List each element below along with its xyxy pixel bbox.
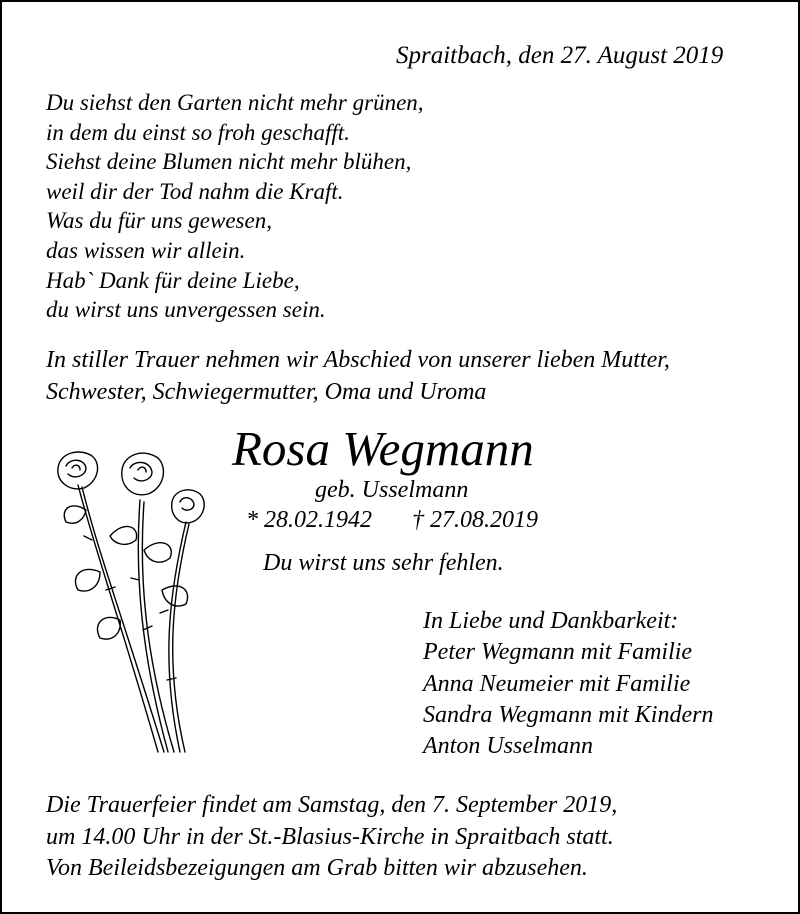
funeral-line: Von Beileidsbezeigungen am Grab bitten wir abzusehen. bbox=[46, 855, 588, 881]
funeral-info bbox=[46, 790, 617, 885]
intro-line: In stiller Trauer nehmen wir Abschied von unserer lieben Mutter, bbox=[46, 347, 670, 373]
poem-line: Siehst deine Blumen nicht mehr blühen, bbox=[46, 149, 412, 175]
birth-name: geb. Usselmann bbox=[315, 477, 469, 503]
poem-line: in dem du einst so froh geschafft. bbox=[46, 119, 350, 145]
deceased-name: Rosa Wegmann bbox=[232, 421, 534, 476]
poem-line: Du siehst den Garten nicht mehr grünen, bbox=[46, 90, 424, 115]
poem-line: weil dir der Tod nahm die Kraft. bbox=[46, 178, 344, 204]
poem-line: Hab` Dank für deine Liebe, bbox=[46, 267, 300, 293]
death-date: † 27.08.2019 bbox=[412, 507, 538, 533]
mourners-heading: In Liebe und Dankbarkeit: bbox=[423, 608, 679, 634]
poem-line: Was du für uns gewesen, bbox=[46, 208, 272, 234]
roses-icon bbox=[40, 440, 220, 760]
intro-text bbox=[46, 344, 670, 408]
poem bbox=[46, 88, 424, 325]
funeral-line: um 14.00 Uhr in der St.-Blasius-Kirche in Spraitbach statt. bbox=[46, 823, 614, 850]
funeral-line: Die Trauerfeier findet am Samstag, den 7. September 2019, bbox=[46, 792, 618, 818]
mourner-item: Sandra Wegmann mit Kindern bbox=[423, 701, 714, 728]
date-line: Spraitbach, den 27. August 2019 bbox=[396, 42, 724, 69]
farewell-line: Du wirst uns sehr fehlen. bbox=[263, 550, 504, 576]
poem-line: du wirst uns unvergessen sein. bbox=[46, 297, 326, 323]
intro-line: Schwester, Schwiegermutter, Oma und Uroma bbox=[46, 379, 487, 405]
mourner-item: Anna Neumeier mit Familie bbox=[423, 670, 691, 697]
mourner-item: Anton Usselmann bbox=[423, 733, 593, 760]
birth-date: * 28.02.1942 bbox=[246, 507, 372, 533]
mourners-list bbox=[423, 606, 713, 762]
poem-line: das wissen wir allein. bbox=[46, 237, 246, 263]
mourner-item: Peter Wegmann mit Familie bbox=[423, 639, 693, 666]
